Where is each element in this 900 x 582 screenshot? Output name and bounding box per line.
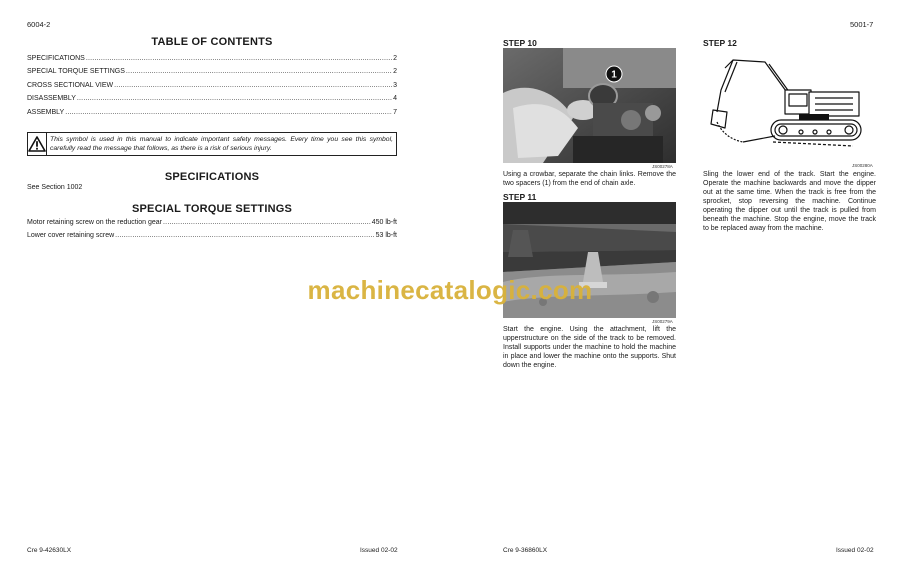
toc-item-label: DISASSEMBLY xyxy=(27,95,76,103)
torque-item xyxy=(27,219,397,232)
step-12-image-code: JS00280A xyxy=(852,163,873,168)
torque-leader-dots xyxy=(115,232,374,239)
toc-title: TABLE OF CONTENTS xyxy=(151,36,273,48)
step-10-photo xyxy=(503,48,676,163)
toc-item-label: ASSEMBLY xyxy=(27,108,65,116)
toc-item[interactable] xyxy=(27,68,397,81)
torque-item-value: 450 lb-ft xyxy=(371,219,397,226)
step-11-image-code: JS00279A xyxy=(652,319,673,324)
warning-triangle-icon xyxy=(28,133,47,155)
step-10-heading: STEP 10 xyxy=(503,38,537,48)
toc-item[interactable] xyxy=(27,55,397,68)
step-11-text: Start the engine. Using the attachment, lift the upperstructure on the side of the track to be removed. Install supports under the machine to hold the machine in place and lower the machine onto the supports. Shut down the engine. xyxy=(503,326,676,369)
torque-item-value: 53 lb-ft xyxy=(375,232,397,240)
left-footer-issued: Issued 02-02 xyxy=(360,547,398,554)
right-footer-code: Cre 9-36860LX xyxy=(503,547,548,554)
step-10-text: Using a crowbar, separate the chain links. Remove the two spacers (1) from the end of chain axle. xyxy=(503,171,676,187)
toc-leader-dots xyxy=(77,95,392,102)
toc-item-label: CROSS SECTIONAL VIEW xyxy=(27,81,114,89)
torque-settings-heading: SPECIAL TORQUE SETTINGS xyxy=(131,203,293,215)
table-of-contents xyxy=(27,36,397,122)
torque-item-label: Motor retaining screw on the reduction gear xyxy=(27,219,163,226)
toc-item-label: SPECIFICATIONS xyxy=(27,55,85,62)
step-10-image-code: JS00278A xyxy=(652,164,673,169)
left-footer-code: Cre 9-42630LX xyxy=(27,547,72,554)
toc-item-label: SPECIAL TORQUE SETTINGS xyxy=(27,68,125,76)
step-12-text: Sling the lower end of the track. Start the engine. Operate the machine backwards and move the dipper out at the same time. When the track is free from the sprocket, stop reversing the machine. Continue operating the dipper out until the track is pulled from beneath the machine. Stop the engine, move the track to be replaced away from the machine. xyxy=(703,171,876,232)
right-page-number: 5001-7 xyxy=(850,20,874,29)
safety-warning-box xyxy=(27,132,397,156)
toc-leader-dots xyxy=(126,68,392,75)
toc-item-page: 4 xyxy=(393,95,397,103)
right-footer-issued: Issued 02-02 xyxy=(836,547,874,554)
torque-item-label: Lower cover retaining screw xyxy=(27,232,115,240)
toc-item[interactable] xyxy=(27,95,397,108)
toc-item-page: 3 xyxy=(393,81,397,89)
toc-item[interactable] xyxy=(27,109,397,122)
toc-item-page: 2 xyxy=(393,68,397,76)
toc-leader-dots xyxy=(86,55,392,62)
toc-leader-dots xyxy=(65,109,392,116)
left-page-number: 6004-2 xyxy=(27,20,51,29)
toc-item-page: 7 xyxy=(393,108,397,116)
specifications-text: See Section 1002 xyxy=(27,184,83,191)
torque-item xyxy=(27,232,397,245)
step-10-callout: 1 xyxy=(611,69,617,81)
toc-item[interactable] xyxy=(27,82,397,95)
toc-item-page: 2 xyxy=(393,55,397,62)
step-12-heading: STEP 12 xyxy=(703,38,737,48)
warning-text: This symbol is used in this manual to indicate important safety messages. Every time you see this symbol, carefully read the message that follows, as there is a risk of serious injury. xyxy=(50,136,393,152)
step-12-excavator-illustration xyxy=(703,50,876,162)
step-11-heading: STEP 11 xyxy=(503,192,537,202)
specifications-heading: SPECIFICATIONS xyxy=(164,171,260,183)
torque-leader-dots xyxy=(163,219,371,226)
watermark: machinecatalogic.com xyxy=(307,275,593,305)
toc-leader-dots xyxy=(114,82,392,89)
toc-list xyxy=(27,55,397,122)
torque-settings-list xyxy=(27,219,397,246)
